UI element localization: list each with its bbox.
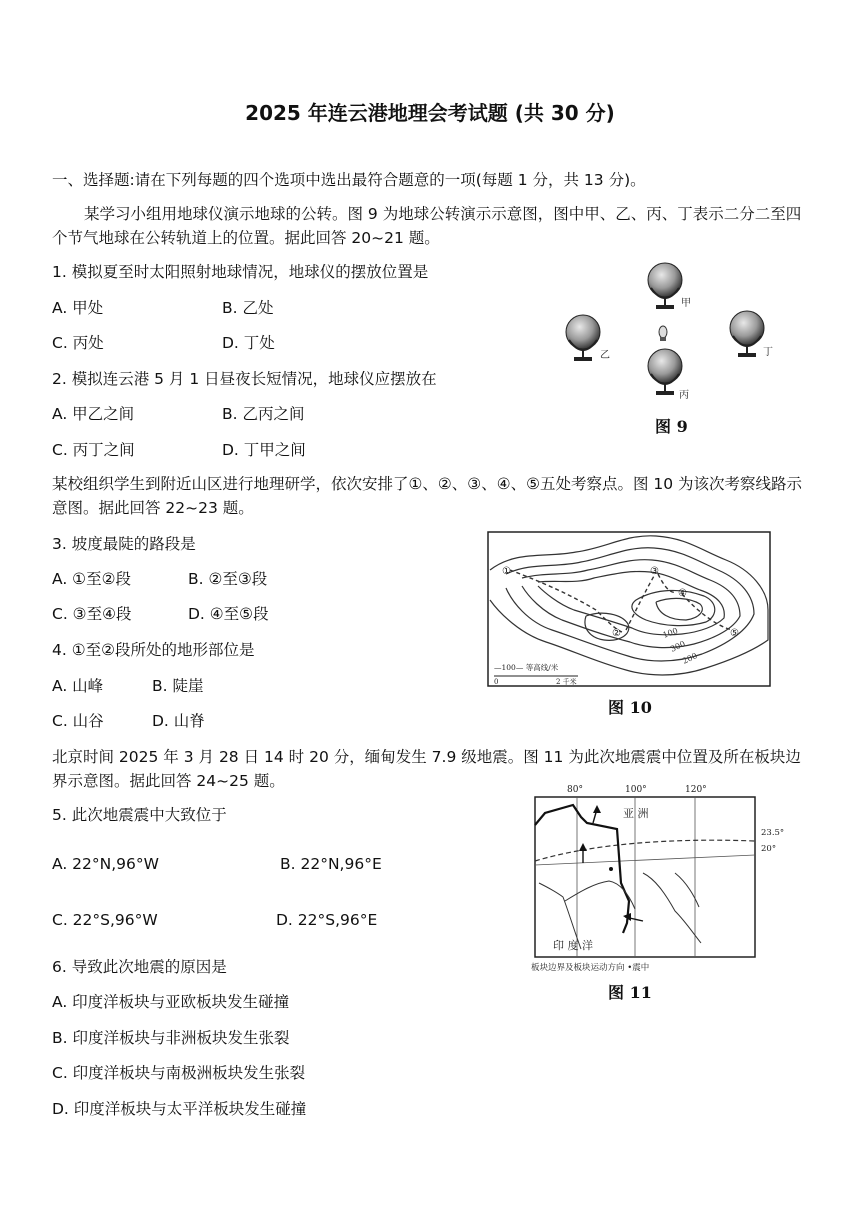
question-3-option-d: D. ④至⑤段 xyxy=(188,605,269,623)
question-2-option-d: D. 丁甲之间 xyxy=(222,441,306,459)
question-6-option-d: D. 印度洋板块与太平洋板块发生碰撞 xyxy=(52,1100,307,1118)
question-1-option-d: D. 丁处 xyxy=(222,334,275,352)
epicenter-dot xyxy=(609,867,613,871)
intro-paragraph-2: 某校组织学生到附近山区进行地理研学，依次安排了①、②、③、④、⑤五处考察点。图 10 为该次考察线路示意图。据此回答 22~23 题。 xyxy=(52,475,803,517)
point-3: ③ xyxy=(650,566,659,577)
point-4: ④ xyxy=(678,588,687,599)
question-4-option-a: A. 山峰 xyxy=(52,677,104,695)
point-2: ② xyxy=(612,628,621,639)
longitude-120: 120° xyxy=(685,785,707,795)
contour-label-300: 300 xyxy=(669,639,687,654)
point-5: ⑤ xyxy=(730,628,739,639)
question-3-option-b: B. ②至③段 xyxy=(188,570,268,588)
question-5-option-a: A. 22°N,96°W xyxy=(52,855,159,873)
question-4-stem: 4. ①至②段所处的地形部位是 xyxy=(52,641,255,659)
question-5-stem: 5. 此次地震震中大致位于 xyxy=(52,806,227,824)
legend-contour: —100— 等高线/米 xyxy=(494,663,559,672)
question-3-stem: 3. 坡度最陡的路段是 xyxy=(52,535,196,553)
question-4-option-b: B. 陡崖 xyxy=(152,677,204,695)
section-heading: 一、选择题:请在下列每题的四个选项中选出最符合题意的一项(每题 1 分，共 13 分)。 xyxy=(52,171,646,189)
intro-paragraph-3: 北京时间 2025 年 3 月 28 日 14 时 20 分，缅甸发生 7.9 级地震。图 11 为此次地震震中位置及所在板块边界示意图。据此回答 24~25 题。 xyxy=(52,748,801,790)
question-1-option-b: B. 乙处 xyxy=(222,299,274,317)
figure-9-caption: 图 9 xyxy=(655,417,688,436)
latitude-23-5: 23.5° xyxy=(761,828,785,838)
globe-yi xyxy=(566,315,610,361)
label-asia: 亚 洲 xyxy=(623,807,649,820)
scale-start: 0 xyxy=(494,678,499,686)
question-2-option-b: B. 乙丙之间 xyxy=(222,405,305,423)
question-2-option-c: C. 丙丁之间 xyxy=(52,441,135,459)
question-1-stem: 1. 模拟夏至时太阳照射地球情况，地球仪的摆放位置是 xyxy=(52,263,429,281)
latitude-20: 20° xyxy=(761,844,777,854)
question-6-option-b: B. 印度洋板块与非洲板块发生张裂 xyxy=(52,1029,290,1047)
question-2-option-a: A. 甲乙之间 xyxy=(52,405,135,423)
question-2-stem: 2. 模拟连云港 5 月 1 日昼夜长短情况，地球仪应摆放在 xyxy=(52,370,437,388)
page-title: 2025 年连云港地理会考试题 (共 30 分) xyxy=(245,101,615,125)
question-5-option-c: C. 22°S,96°W xyxy=(52,911,158,929)
intro-paragraph-1: 某学习小组用地球仪演示地球的公转。图 9 为地球公转演示示意图，图中甲、乙、丙、丁表示二分二至四个节气地球在公转轨道上的位置。据此回答 20~21 题。 xyxy=(52,205,802,247)
sun-bulb-icon xyxy=(659,326,667,341)
label-ding: 丁 xyxy=(763,347,773,358)
question-3-option-c: C. ③至④段 xyxy=(52,605,132,623)
point-1: ① xyxy=(502,566,511,577)
label-yi: 乙 xyxy=(600,350,610,361)
contour-label-200: 200 xyxy=(681,651,699,666)
question-1-option-a: A. 甲处 xyxy=(52,299,104,317)
figure-11-caption: 图 11 xyxy=(608,983,652,1002)
question-5-option-d: D. 22°S,96°E xyxy=(276,911,378,929)
label-bing: 丙 xyxy=(679,390,689,401)
question-6-stem: 6. 导致此次地震的原因是 xyxy=(52,958,227,976)
question-5-option-b: B. 22°N,96°E xyxy=(280,855,382,873)
figure-11-plate-map xyxy=(525,783,785,973)
question-4-option-c: C. 山谷 xyxy=(52,712,104,730)
label-indian-ocean: 印 度 洋 xyxy=(553,939,593,952)
figure-11-legend: 板块边界及板块运动方向 •震中 xyxy=(531,963,650,973)
globe-bing xyxy=(648,349,689,401)
longitude-100: 100° xyxy=(625,785,647,795)
question-3-option-a: A. ①至②段 xyxy=(52,570,131,588)
contour-label-100: 100 xyxy=(661,626,680,640)
globe-jia xyxy=(648,263,691,309)
scale-end: 2 千米 xyxy=(556,678,577,686)
longitude-80: 80° xyxy=(567,785,583,795)
question-6-option-a: A. 印度洋板块与亚欧板块发生碰撞 xyxy=(52,993,290,1011)
label-jia: 甲 xyxy=(681,298,691,309)
figure-10-caption: 图 10 xyxy=(608,698,652,717)
globe-ding xyxy=(730,311,773,358)
figure-10-contour-map xyxy=(486,530,772,690)
figure-9-orbit-diagram xyxy=(555,258,795,438)
question-1-option-c: C. 丙处 xyxy=(52,334,104,352)
question-4-option-d: D. 山脊 xyxy=(152,712,205,730)
question-6-option-c: C. 印度洋板块与南极洲板块发生张裂 xyxy=(52,1064,306,1082)
